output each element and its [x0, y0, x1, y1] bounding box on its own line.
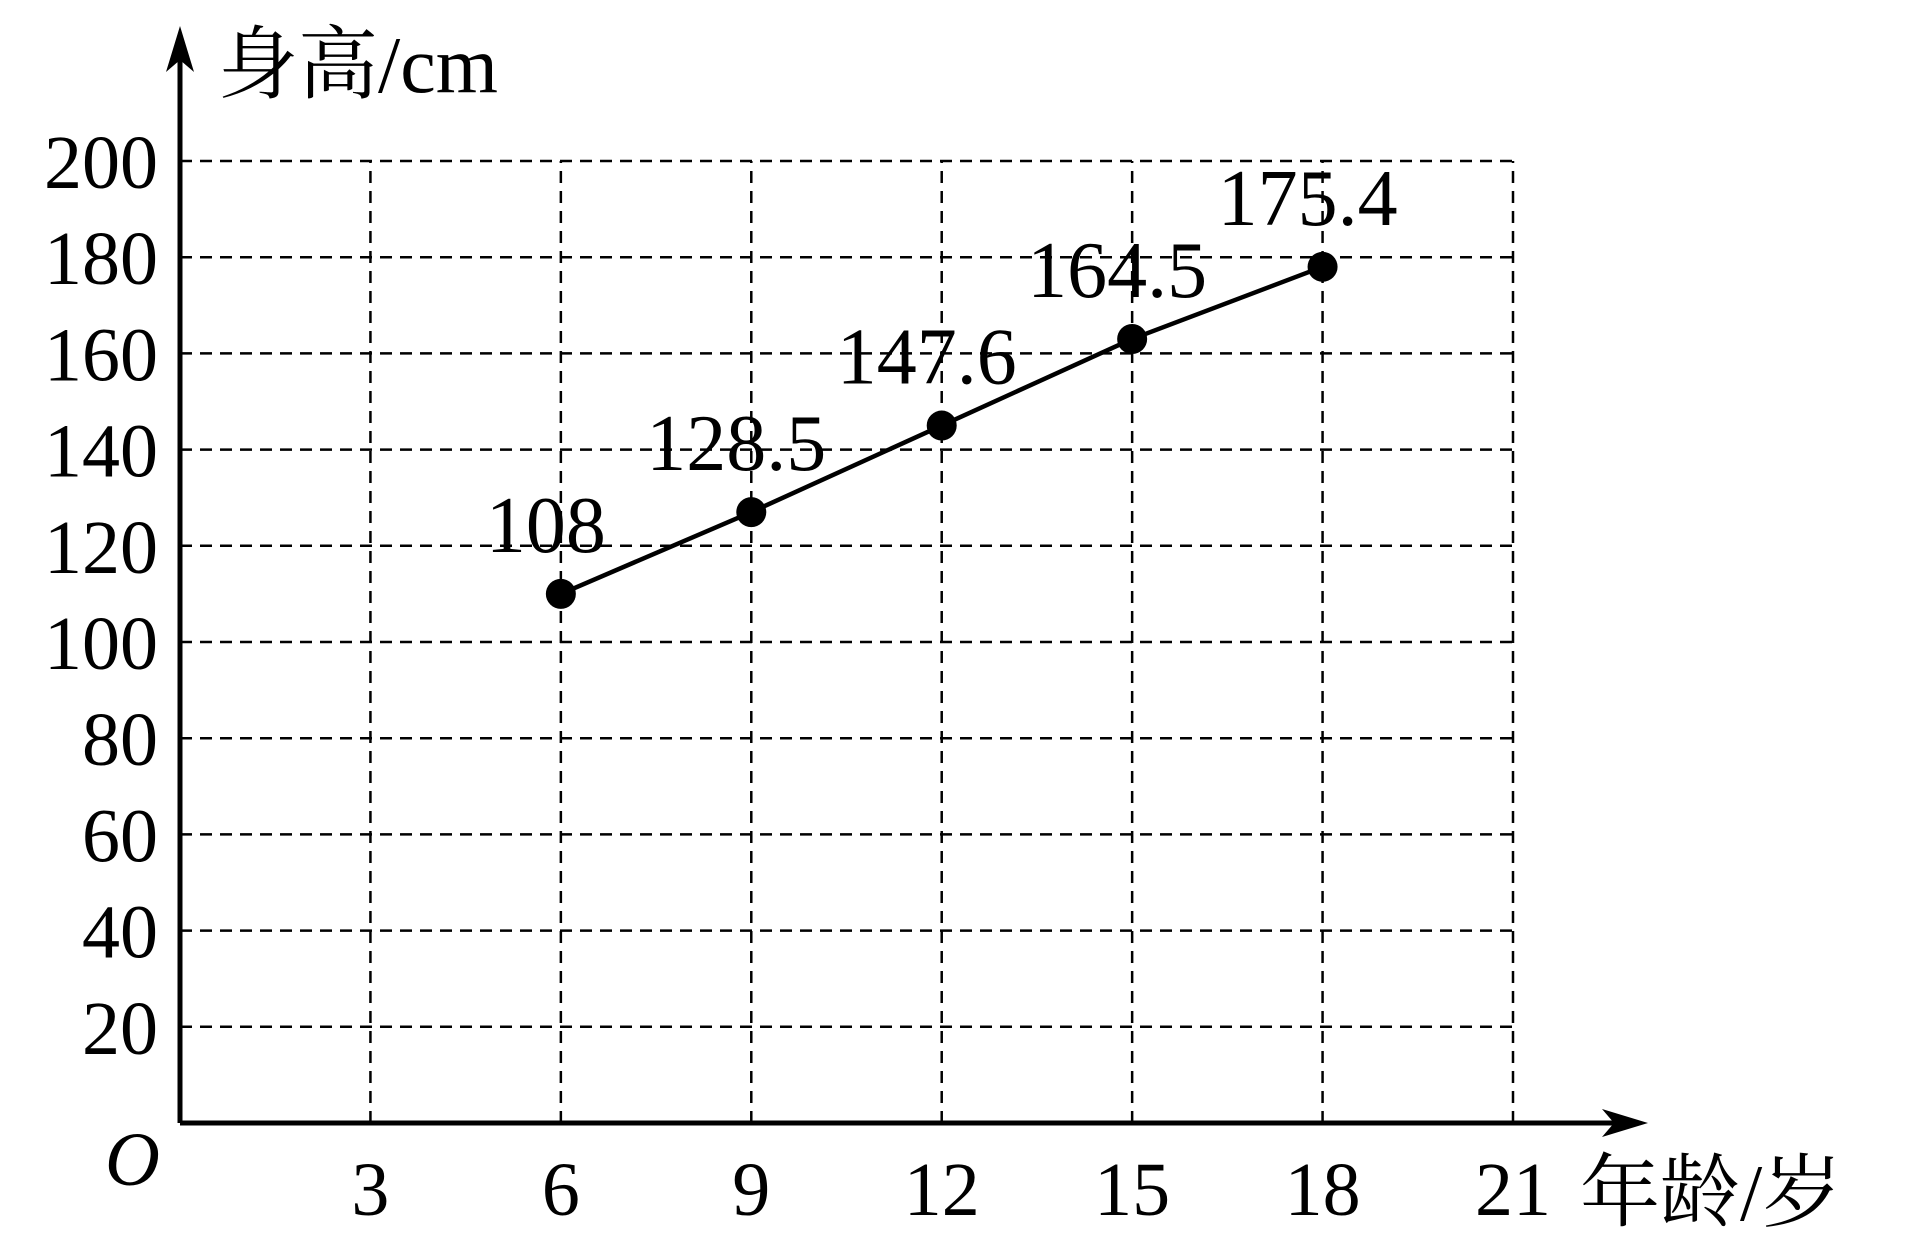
data-label: 147.6: [836, 313, 1017, 402]
y-tick-label: 200: [44, 121, 158, 205]
data-point: [546, 579, 576, 609]
y-tick-label: 120: [44, 505, 158, 590]
y-tick-label: 140: [44, 409, 158, 494]
x-axis-title: 年龄/岁: [1580, 1150, 1843, 1238]
x-tick-label: 21: [1475, 1148, 1551, 1232]
y-tick-label: 80: [82, 698, 158, 783]
tick-labels: [44, 121, 1551, 1232]
x-tick-label: 3: [351, 1148, 390, 1232]
x-tick-label: 6: [541, 1148, 580, 1232]
y-tick-label: 100: [44, 602, 158, 686]
data-label: 175.4: [1217, 154, 1398, 243]
x-tick-label: 15: [1094, 1148, 1171, 1232]
y-tick-label: 60: [82, 794, 158, 879]
data-point: [736, 497, 766, 527]
data-point: [1308, 252, 1338, 282]
data-point: [1117, 324, 1147, 354]
x-tick-label: 12: [903, 1148, 980, 1232]
y-tick-label: 40: [82, 890, 158, 975]
data-label: 128.5: [646, 400, 827, 489]
y-tick-label: 20: [82, 986, 158, 1071]
origin-label: O: [105, 1118, 160, 1202]
data-label: 164.5: [1027, 226, 1208, 315]
y-axis-title: 身高/cm: [218, 22, 498, 110]
x-tick-label: 18: [1284, 1148, 1361, 1232]
grid: [180, 161, 1513, 1123]
y-tick-label: 180: [44, 217, 158, 302]
y-tick-label: 160: [44, 313, 158, 398]
x-tick-label: 9: [732, 1148, 771, 1232]
data-label: 108: [485, 481, 606, 570]
data-point: [927, 411, 957, 441]
